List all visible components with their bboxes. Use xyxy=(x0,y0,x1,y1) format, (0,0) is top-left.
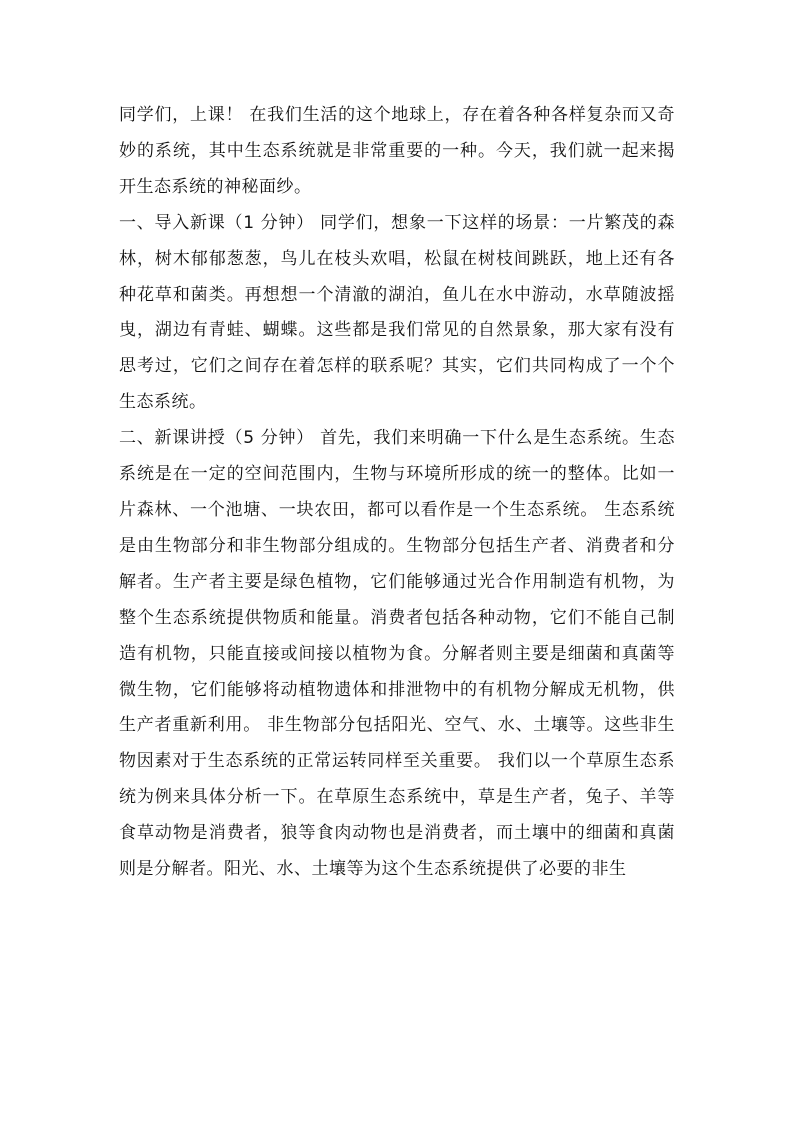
document-page xyxy=(119,98,675,888)
paragraph-intro: 同学们，上课！ 在我们生活的这个地球上，存在着各种各样复杂而又奇妙的系统，其中生态系统就是非常重要的一种。今天，我们就一起来揭开生态系统的神秘面纱。 xyxy=(119,105,675,197)
paragraph-new-lesson: 二、新课讲授（5 分钟） 首先，我们来明确一下什么是生态系统。生态系统是在一定的空间范围内，生物与环境所形成的统一的整体。比如一片森林、一个池塘、一块农田，都可以看作是一个生态系统。 生态系统是由生物部分和非生物部分组成的。生物部分包括生产者、消费者和分解者。生产者主要是绿色植物，它们能够通过光合作用制造有机物，为整个生态系统提供物质和能量。消费者包括各种动物，它们不能自己制造有机物，只能直接或间接以植物为食。分解者则主要是细菌和真菌等微生物，它们能够将动植物遗体和排泄物中的有机物分解成无机物，供生产者重新利用。 非生物部分包括阳光、空气、水、土壤等。这些非生物因素对于生态系统的正常运转同样至关重要。 我们以一个草原生态系统为例来具体分析一下。在草原生态系统中，草是生产者，兔子、羊等食草动物是消费者，狼等食肉动物也是消费者，而土壤中的细菌和真菌则是分解者。阳光、水、土壤等为这个生态系统提供了必要的非生 xyxy=(119,428,675,880)
paragraph-lead-in: 一、导入新课（1 分钟） 同学们，想象一下这样的场景：一片繁茂的森林，树木郁郁葱葱，鸟儿在枝头欢唱，松鼠在树枝间跳跃，地上还有各种花草和菌类。再想想一个清澈的湖泊，鱼儿在水中游动，水草随波摇曳，湖边有青蛙、蝴蝶。这些都是我们常见的自然景象，那大家有没有思考过，它们之间存在着怎样的联系呢？其实，它们共同构成了一个个生态系统。 xyxy=(119,212,675,413)
